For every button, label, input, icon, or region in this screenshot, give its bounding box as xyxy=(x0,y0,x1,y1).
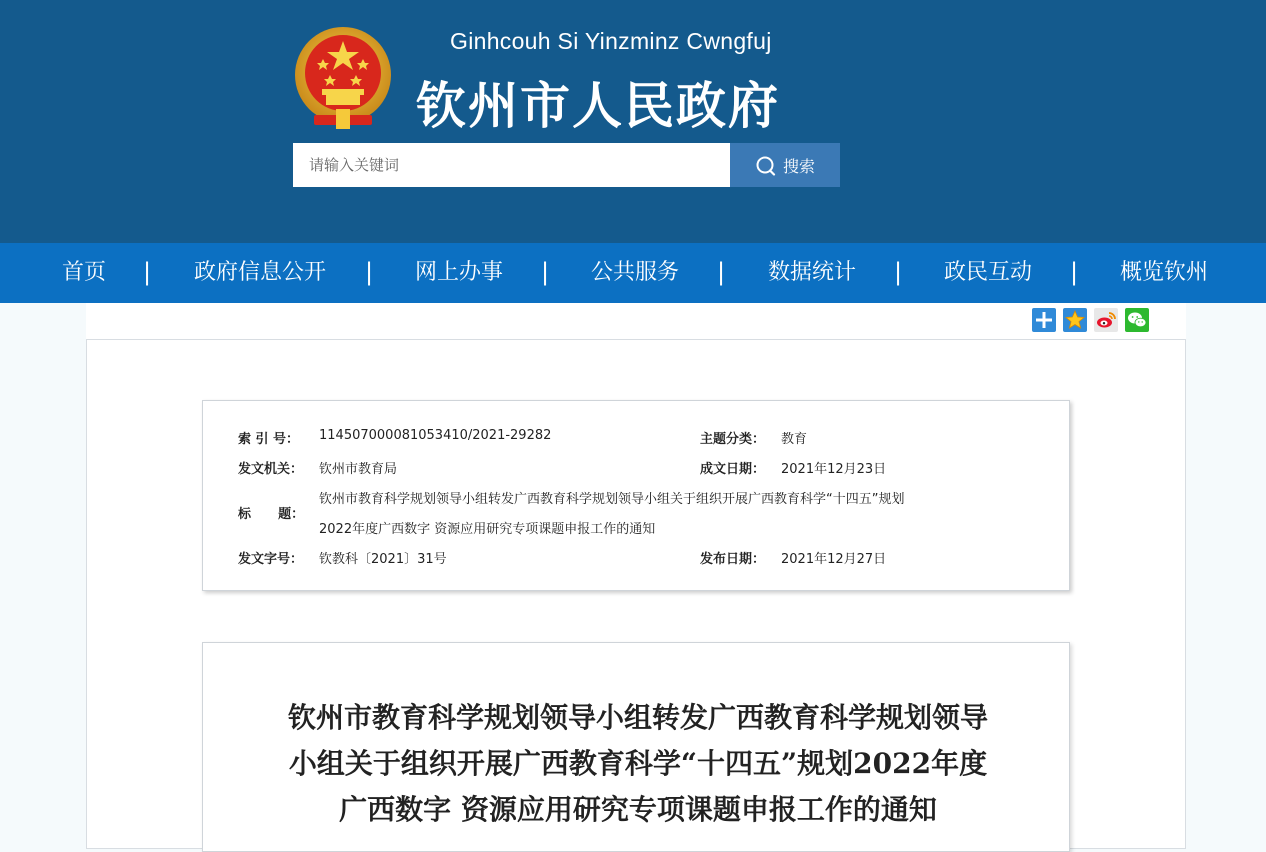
nav-item-overview[interactable]: 概览钦州 xyxy=(1120,260,1209,285)
document-number-value: 钦教科〔2021〕31号 xyxy=(319,552,447,567)
document-number-label: 发文字号： xyxy=(238,552,304,567)
search-button[interactable] xyxy=(730,143,840,187)
site-title: 钦州市人民政府 xyxy=(416,77,780,135)
wechat-icon[interactable] xyxy=(1125,308,1149,332)
site-subtitle: Ginhcouh Si Yinzminz Cwngfuj xyxy=(450,28,772,54)
article-title-line3: 广西数字 资源应用研究专项课题申报工作的通知 xyxy=(339,793,937,826)
nav-item-online-services[interactable]: 网上办事 xyxy=(415,260,504,285)
title-value-line2: 2022年度广西数字 资源应用研究专项课题申报工作的通知 xyxy=(319,522,656,537)
nav-separator: | xyxy=(541,258,550,286)
site-header xyxy=(0,0,1266,243)
nav-item-gov-info[interactable]: 政府信息公开 xyxy=(194,260,327,285)
nav-separator: | xyxy=(894,258,903,286)
article-title xyxy=(243,695,1033,833)
share-bar xyxy=(86,303,1186,339)
nav-separator: | xyxy=(365,258,374,286)
article-title-line1: 钦州市教育科学规划领导小组转发广西教育科学规划领导 xyxy=(287,701,988,734)
document-metadata xyxy=(202,400,1070,591)
nav-separator: | xyxy=(143,258,152,286)
qzone-star-icon[interactable] xyxy=(1063,308,1087,332)
nav-item-home[interactable]: 首页 xyxy=(62,260,107,285)
topic-category-label: 主题分类： xyxy=(700,432,766,447)
creation-date-label: 成文日期： xyxy=(700,462,766,477)
title-label: 标 题： xyxy=(238,507,305,522)
nav-item-public-services[interactable]: 公共服务 xyxy=(591,260,680,285)
search-icon xyxy=(755,154,777,176)
article-body xyxy=(202,642,1070,852)
share-plus-icon[interactable] xyxy=(1032,308,1056,332)
weibo-icon[interactable] xyxy=(1094,308,1118,332)
national-emblem-icon xyxy=(292,23,394,131)
publish-date-label: 发布日期： xyxy=(700,552,766,567)
nav-item-statistics[interactable]: 数据统计 xyxy=(768,260,857,285)
creation-date-value: 2021年12月23日 xyxy=(781,462,887,477)
issuing-agency-label: 发文机关： xyxy=(238,462,304,477)
publish-date-value: 2021年12月27日 xyxy=(781,552,887,567)
title-value-line1: 钦州市教育科学规划领导小组转发广西教育科学规划领导小组关于组织开展广西教育科学“十四五”规划 xyxy=(319,492,905,507)
topic-category-value: 教育 xyxy=(781,432,808,447)
article-title-line2: 小组关于组织开展广西教育科学“十四五”规划2022年度 xyxy=(288,747,988,780)
index-number-label: 索 引 号： xyxy=(238,432,300,447)
main-nav xyxy=(0,243,1266,303)
nav-separator: | xyxy=(1070,258,1079,286)
index-number-value: 114507000081053410/2021-29282 xyxy=(319,428,552,443)
nav-separator: | xyxy=(717,258,726,286)
search-input[interactable] xyxy=(293,143,730,187)
search-button-label: 搜索 xyxy=(782,156,815,176)
issuing-agency-value: 钦州市教育局 xyxy=(319,462,398,477)
nav-item-interaction[interactable]: 政民互动 xyxy=(944,260,1033,285)
